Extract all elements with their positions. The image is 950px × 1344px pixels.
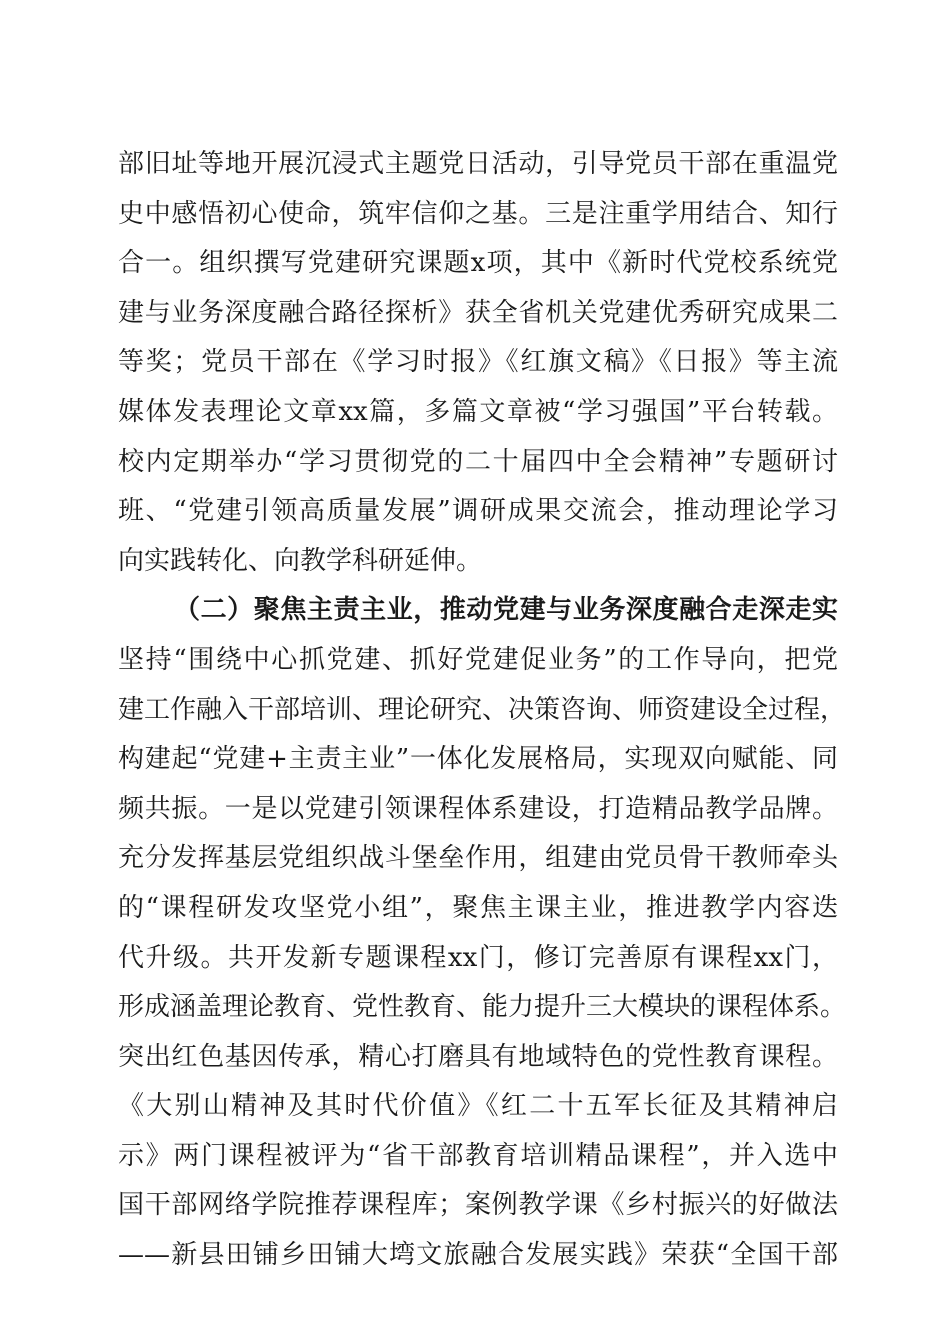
text-line: 充分发挥基层党组织战斗堡垒作用，组建由党员骨干教师牵头 (118, 843, 838, 874)
text-line: 部旧址等地开展沉浸式主题党日活动，引导党员干部在重温党 (118, 149, 838, 179)
text-line: 坚持“围绕中心抓党建、抓好党建促业务”的工作导向，把党 (118, 644, 838, 675)
text-line: 媒体发表理论文章xx篇，多篇文章被“学习强国”平台转载。 (118, 396, 838, 427)
text-line: 突出红色基因传承，精心打磨具有地域特色的党性教育课程。 (118, 1041, 838, 1072)
text-line: 国干部网络学院推荐课程库；案例教学课《乡村振兴的好做法 (118, 1190, 838, 1221)
text-line: 班、“党建引领高质量发展”调研成果交流会，推动理论学习 (118, 496, 838, 527)
text-line: 建工作融入干部培训、理论研究、决策咨询、师资建设全过程， (118, 694, 847, 725)
section-heading: （二）聚焦主责主业，推动党建与业务深度融合走深走实 (174, 595, 838, 626)
text-line: 的“课程研发攻坚党小组”，聚焦主课主业，推进教学内容迭 (118, 892, 838, 923)
text-line: 构建起“党建+主责主业”一体化发展格局，实现双向赋能、同 (118, 744, 838, 775)
text-line: 《大别山精神及其时代价值》《红二十五军长征及其精神启 (118, 1091, 838, 1122)
text-line: 建与业务深度融合路径探析》获全省机关党建优秀研究成果二 (118, 297, 838, 328)
text-line: 向实践转化、向教学科研延伸。 (118, 545, 483, 576)
text-line: 示》两门课程被评为“省干部教育培训精品课程”，并入选中 (118, 1140, 838, 1171)
text-line: 校内定期举办“学习贯彻党的二十届四中全会精神”专题研讨 (118, 446, 838, 477)
text-line: 形成涵盖理论教育、党性教育、能力提升三大模块的课程体系。 (118, 992, 847, 1023)
text-line: 频共振。一是以党建引领课程体系建设，打造精品教学品牌。 (118, 793, 838, 824)
text-line: 史中感悟初心使命，筑牢信仰之基。三是注重学用结合、知行 (118, 198, 838, 229)
body-text (118, 140, 847, 1281)
text-line: ——新县田铺乡田铺大塆文旅融合发展实践》荣获“全国干部 (118, 1240, 838, 1271)
text-line: 合一。组织撰写党建研究课题x项，其中《新时代党校系统党 (118, 248, 838, 279)
text-line: 代升级。共开发新专题课程xx门，修订完善原有课程xx门， (118, 942, 838, 973)
text-line: 等奖；党员干部在《学习时报》《红旗文稿》《日报》等主流 (118, 347, 838, 378)
